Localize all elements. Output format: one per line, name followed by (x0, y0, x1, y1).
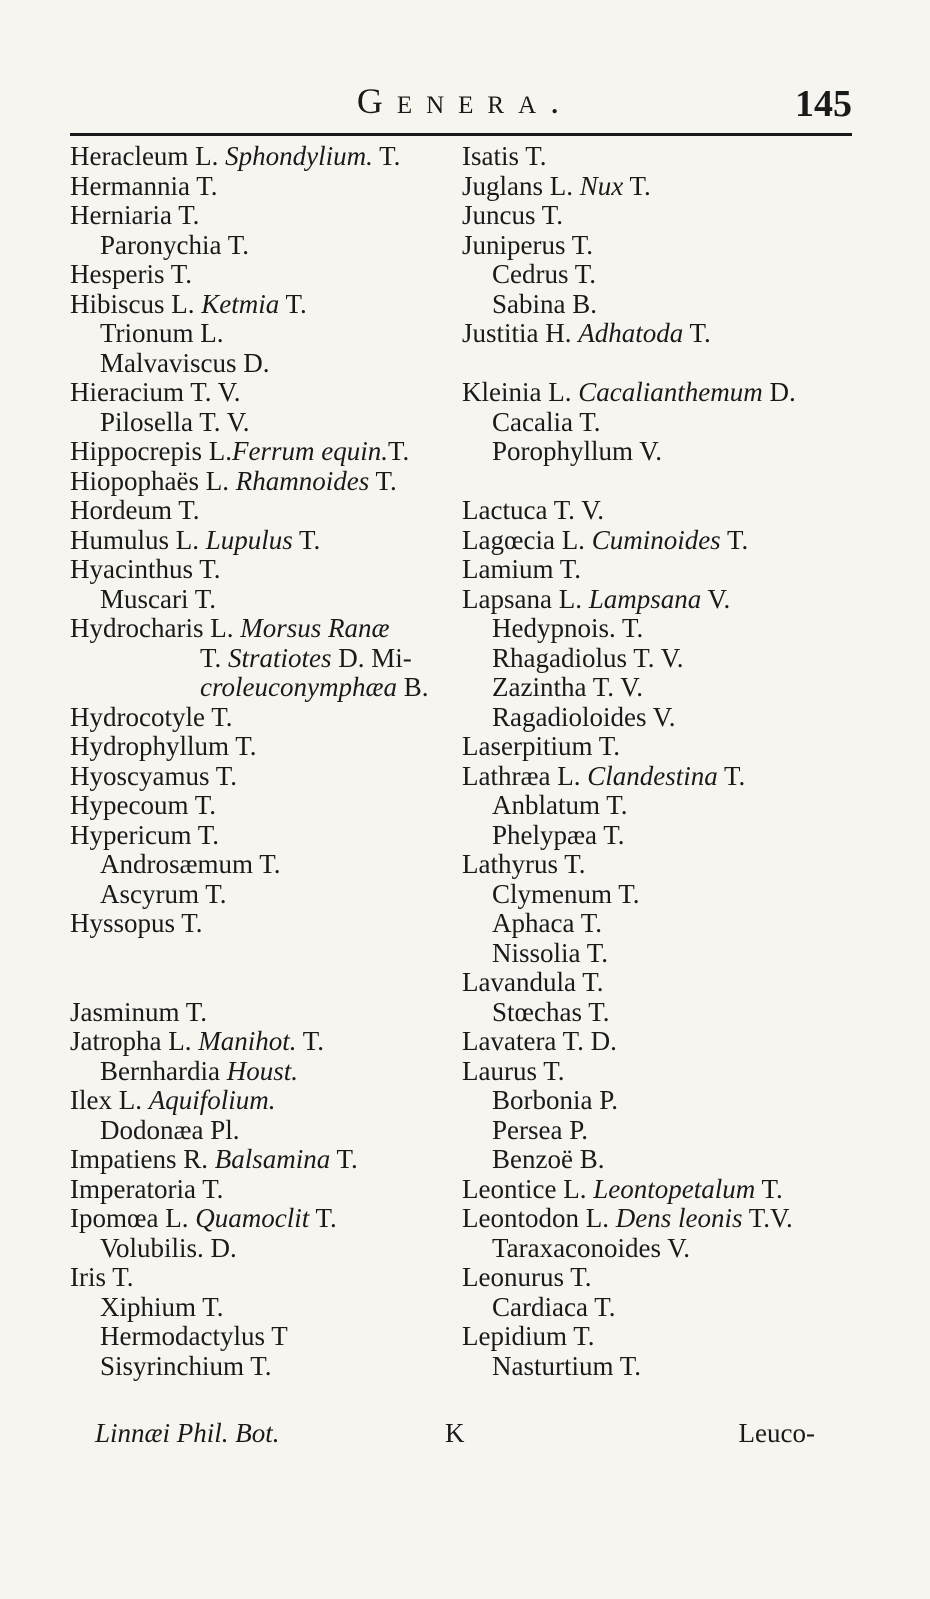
entry-text: Zazintha T. V. (492, 672, 643, 702)
entry-synonym-italic: Lampsana (588, 583, 702, 614)
section-gap (70, 968, 460, 998)
entry-text: Hibiscus L. (70, 288, 202, 319)
genus-entry (70, 290, 460, 320)
entry-text: Hippocrepis L. (70, 436, 232, 466)
entry-text: Lapsana L. (462, 583, 589, 614)
entry-text: Jatropha L. (70, 1026, 199, 1056)
genus-entry (462, 496, 862, 526)
genus-entry (70, 526, 460, 556)
entry-text: Humulus L. (70, 524, 206, 555)
entry-text: Lavatera T. D. (462, 1026, 617, 1056)
entry-text: Sabina B. (492, 288, 597, 319)
synonym-entry (70, 1322, 460, 1352)
synonym-entry (462, 290, 862, 320)
synonym-entry (462, 909, 862, 939)
entry-authority: D. (762, 377, 796, 407)
synonym-entry (462, 437, 862, 467)
entry-text: Herniaria T. (70, 200, 200, 230)
entry-text: Borbonia P. (492, 1085, 619, 1115)
entry-text: Hypecoum T. (70, 790, 216, 820)
entry-text: Phelypæa T. (492, 819, 625, 850)
entry-authority: T. (369, 465, 397, 496)
entry-authority: V. (701, 583, 731, 614)
genus-entry (462, 1027, 862, 1057)
entry-text: Cacalia T. (492, 406, 601, 437)
entry-authority: D. Mi- (331, 642, 412, 673)
synonym-entry (70, 673, 460, 703)
genus-entry (70, 378, 460, 408)
entry-text: Anblatum T. (492, 790, 628, 820)
entry-text: Volubilis. D. (100, 1232, 237, 1263)
entry-synonym-italic: Adhatoda (578, 318, 684, 348)
entry-text: Nissolia T. (492, 937, 609, 968)
genus-entry (462, 319, 862, 349)
genus-entry (70, 1204, 460, 1234)
genus-entry (70, 703, 460, 733)
entry-text: Laserpitium T. (462, 731, 620, 761)
entry-text: Dodonæa Pl. (100, 1114, 240, 1145)
genus-entry (462, 850, 862, 880)
genus-entry (70, 732, 460, 762)
synonym-entry (462, 880, 862, 910)
entry-synonym-italic: Houst. (226, 1055, 298, 1086)
entry-text: Hydrophyllum T. (70, 731, 257, 761)
synonym-entry (70, 1116, 460, 1146)
genus-entry (70, 467, 460, 497)
entry-synonym-italic: Sphondylium. (225, 141, 373, 171)
entry-synonym-italic: Clandestina (587, 760, 718, 791)
genus-entry (70, 1086, 460, 1116)
genus-entry (462, 172, 862, 202)
entry-text: Muscari T. (100, 583, 216, 614)
entry-synonym-italic: croleuconymphæa (200, 672, 397, 702)
entry-text: Heracleum L. (70, 141, 226, 171)
genus-entry (462, 526, 862, 556)
synonym-entry (462, 791, 862, 821)
genus-entry (70, 1145, 460, 1175)
entry-text: Laurus T. (462, 1055, 565, 1086)
section-gap (70, 939, 460, 969)
footer-signature-title: Linnæi Phil. Bot. (95, 1418, 280, 1448)
genus-entry (462, 762, 862, 792)
entry-text: Hyacinthus T. (70, 554, 221, 584)
left-column (70, 142, 460, 1381)
entry-text: Paronychia T. (100, 229, 249, 260)
synonym-entry (70, 408, 460, 438)
entry-text: Sisyrinchium T. (100, 1350, 272, 1381)
entry-text: Hermodactylus T (100, 1321, 288, 1351)
entry-synonym-italic: Quamoclit (195, 1203, 310, 1233)
entry-text: Lamium T. (462, 554, 581, 584)
genus-entry (462, 555, 862, 585)
entry-text: Hordeum T. (70, 495, 200, 525)
entry-text: Juniperus T. (462, 229, 593, 260)
entry-text: Nasturtium T. (492, 1350, 641, 1381)
entry-synonym-italic: Manihot. (198, 1026, 297, 1056)
header-rule (70, 133, 852, 136)
entry-synonym-italic: Ferrum equin. (231, 436, 388, 466)
entry-text: Impatiens R. (70, 1144, 215, 1174)
entry-synonym-italic: Nux (579, 170, 624, 201)
entry-text: Lactuca T. V. (462, 495, 604, 525)
entry-text: Lagœcia L. (462, 524, 592, 555)
genus-entry (70, 496, 460, 526)
footer-catchword: Leuco- (738, 1418, 815, 1448)
synonym-entry (462, 1145, 862, 1175)
genus-entry (70, 762, 460, 792)
synonym-entry (462, 998, 862, 1028)
entry-text: Lepidium T. (462, 1321, 595, 1351)
entry-authority: T. (330, 1144, 358, 1174)
entry-synonym-italic: Aquifolium. (148, 1085, 276, 1115)
entry-synonym-italic: Morsus Ranæ (240, 613, 390, 643)
genus-entry (70, 172, 460, 202)
synonym-entry (70, 644, 460, 674)
entry-text: Taraxaconoides V. (492, 1232, 691, 1263)
entry-text: Aphaca T. (492, 908, 602, 938)
entry-synonym-italic: Cuminoides (591, 524, 721, 555)
entry-synonym-italic: Cacalianthemum (578, 377, 763, 407)
entry-text: T. (200, 642, 228, 673)
entry-text: Lathræa L. (462, 760, 588, 791)
entry-synonym-italic: Lupulus (205, 524, 293, 555)
genus-entry (70, 821, 460, 851)
synonym-entry (70, 319, 460, 349)
genus-entry (462, 1204, 862, 1234)
entry-authority: T. (755, 1173, 783, 1204)
genus-entry (70, 1263, 460, 1293)
entry-synonym-italic: Rhamnoides (235, 465, 370, 496)
entry-text: Hyoscyamus T. (70, 760, 237, 791)
entry-text: Rhagadiolus T. V. (492, 642, 684, 673)
entry-synonym-italic: Balsamina (214, 1144, 331, 1174)
synonym-entry (462, 673, 862, 703)
entry-text: Justitia H. (462, 318, 579, 348)
entry-text: Pilosella T. V. (100, 406, 250, 437)
entry-text: Bernhardia (100, 1055, 227, 1086)
entry-synonym-italic: Ketmia (201, 288, 280, 319)
genus-entry (70, 1175, 460, 1205)
entry-text: Lavandula T. (462, 967, 604, 997)
genus-entry (70, 998, 460, 1028)
synonym-entry (462, 1086, 862, 1116)
entry-text: Jasminum T. (70, 996, 208, 1027)
entry-text: Persea P. (492, 1114, 588, 1145)
entry-text: Malvaviscus D. (100, 347, 270, 378)
synonym-entry (70, 1234, 460, 1264)
genus-entry (462, 231, 862, 261)
synonym-entry (70, 850, 460, 880)
entry-authority: B. (396, 672, 429, 702)
entry-text: Leonurus T. (462, 1262, 592, 1292)
synonym-entry (462, 1116, 862, 1146)
entry-text: Hedypnois. T. (492, 613, 644, 643)
entry-text: Juncus T. (462, 200, 563, 230)
entry-authority: T. (296, 1026, 324, 1056)
entry-authority: T. (372, 141, 401, 171)
entry-authority: T. (387, 436, 410, 466)
entry-text: Porophyllum V. (492, 436, 663, 466)
right-column (462, 142, 862, 1381)
synonym-entry (462, 260, 862, 290)
genus-entry (462, 1263, 862, 1293)
entry-text: Cedrus T. (492, 259, 596, 289)
entry-text: Leontodon L. (462, 1203, 616, 1233)
entry-text: Ragadioloides V. (492, 701, 676, 732)
entry-text: Stœchas T. (492, 996, 610, 1027)
entry-text: Iris T. (70, 1262, 134, 1292)
entry-text: Leontice L. (462, 1173, 594, 1204)
synonym-entry (462, 1234, 862, 1264)
genus-entry (70, 614, 460, 644)
genus-entry (462, 1322, 862, 1352)
entry-text: Lathyrus T. (462, 849, 586, 879)
entry-text: Hypericum T. (70, 819, 219, 850)
genus-entry (462, 142, 862, 172)
entry-text: Hermannia T. (70, 170, 218, 201)
entry-text: Ascyrum T. (100, 878, 227, 909)
synonym-entry (462, 939, 862, 969)
entry-text: Clymenum T. (492, 878, 640, 909)
entry-text: Hiopophaës L. (70, 465, 236, 496)
genus-entry (70, 201, 460, 231)
genus-entry (462, 378, 862, 408)
entry-synonym-italic: Leontopetalum (593, 1173, 756, 1204)
synonym-entry (70, 585, 460, 615)
genus-entry (70, 1027, 460, 1057)
footer-signature-mark: K (445, 1418, 465, 1448)
genus-entry (70, 791, 460, 821)
synonym-entry (70, 880, 460, 910)
entry-text: Hieracium T. V. (70, 377, 241, 407)
synonym-entry (462, 614, 862, 644)
entry-authority: T. (683, 318, 711, 348)
genus-entry (462, 1175, 862, 1205)
entry-text: Cardiaca T. (492, 1291, 616, 1322)
genus-entry (462, 1057, 862, 1087)
entry-text: Juglans L. (462, 170, 580, 201)
entry-text: Androsæmum T. (100, 849, 281, 879)
entry-text: Hydrocharis L. (70, 613, 241, 643)
synonym-entry (462, 408, 862, 438)
page-number: 145 (795, 83, 852, 125)
synonym-entry (462, 644, 862, 674)
synonym-entry (70, 231, 460, 261)
entry-authority: T. (309, 1203, 337, 1233)
entry-text: Imperatoria T. (70, 1173, 224, 1204)
entry-text: Ilex L. (70, 1085, 149, 1115)
entry-synonym-italic: Stratiotes (228, 642, 332, 673)
entry-authority: T. (720, 524, 749, 555)
genus-entry (70, 437, 460, 467)
genus-entry (70, 555, 460, 585)
synonym-entry (70, 1057, 460, 1087)
genus-entry (462, 201, 862, 231)
entry-text: Ipomœa L. (70, 1203, 196, 1233)
synonym-entry (70, 1352, 460, 1382)
entry-text: Benzoë B. (492, 1144, 605, 1174)
entry-authority: T. (279, 288, 307, 319)
entry-synonym-italic: Dens leonis (615, 1203, 743, 1233)
genus-entry (462, 968, 862, 998)
section-gap (462, 349, 862, 379)
running-head: Genera. (356, 81, 574, 121)
genus-entry (70, 909, 460, 939)
genus-entry (462, 732, 862, 762)
synonym-entry (70, 1293, 460, 1323)
entry-text: Trionum L. (100, 318, 224, 348)
entry-text: Xiphium T. (100, 1291, 224, 1322)
genus-entry (70, 260, 460, 290)
entry-text: Hesperis T. (70, 259, 192, 289)
synonym-entry (70, 349, 460, 379)
entry-authority: T. (717, 760, 746, 791)
entry-text: Isatis T. (462, 141, 547, 171)
entry-authority: T. (292, 524, 321, 555)
entry-text: Kleinia L. (462, 377, 579, 407)
entry-authority: T. (623, 170, 651, 201)
synonym-entry (462, 1293, 862, 1323)
synonym-entry (462, 821, 862, 851)
entry-text: Hydrocotyle T. (70, 701, 233, 732)
synonym-entry (462, 1352, 862, 1382)
entry-text: Hyssopus T. (70, 908, 203, 938)
genus-entry (462, 585, 862, 615)
genus-entry (70, 142, 460, 172)
section-gap (462, 467, 862, 497)
synonym-entry (462, 703, 862, 733)
page-footer (95, 1418, 815, 1454)
entry-authority: T.V. (742, 1203, 793, 1233)
